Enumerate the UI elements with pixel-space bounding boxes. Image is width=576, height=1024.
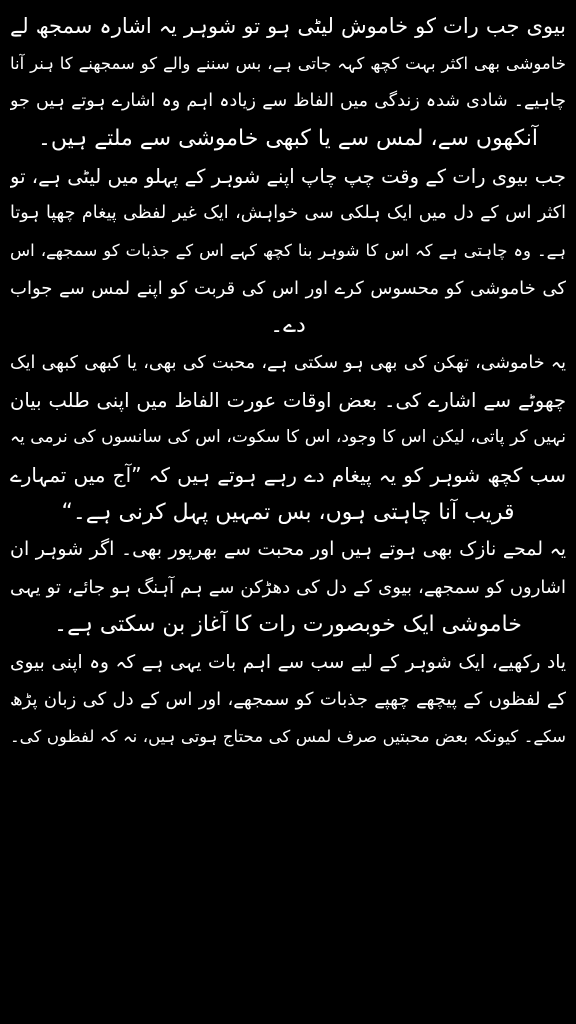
text-line: بیوی جب رات کو خاموش لیٹی ہو تو شوہر یہ اشارہ سمجھ لے — [10, 14, 566, 38]
text-line: یہ خاموشی، تھکن کی بھی ہو سکتی ہے، محبت کی بھی، یا کبھی کبھی ایک — [10, 352, 566, 373]
text-line: سکے۔ کیونکہ بعض محبتیں صرف لمس کی محتاج ہوتی ہیں، نہ کہ لفظوں کی۔ — [10, 727, 566, 747]
text-line: جب بیوی رات کے وقت چپ چاپ اپنے شوہر کے پہلو میں لیٹی ہے، تو — [10, 164, 566, 188]
text-line: نہیں کر پاتی، لیکن اس کا وجود، اس کا سکوت، اس کی سانسوں کی نرمی یہ — [10, 427, 566, 448]
text-line: چاہیے۔ شادی شدہ زندگی میں الفاظ سے زیادہ اہم وہ اشارے ہوتے ہیں جو — [10, 90, 566, 111]
text-line: کی خاموشی کو محسوس کرے اور اس کی قربت کو اپنے لمس سے جواب — [10, 277, 566, 299]
text-line: خاموشی بھی اکثر بہت کچھ کہہ جاتی ہے، بس سننے والے کو سمجھنے کا ہنر آنا — [10, 54, 566, 74]
paragraph-2 — [10, 158, 566, 345]
text-line: کے لفظوں کے پیچھے چھپے جذبات کو سمجھے، اور اس کے دل کی زبان پڑھ — [10, 689, 566, 711]
text-line: اشاروں کو سمجھے، بیوی کے دل کی دھڑکن سے ہم آہنگ ہو جائے، تو یہی — [10, 576, 566, 598]
text-line: قریب آنا چاہتی ہوں، بس تمہیں پہل کرنی ہے۔“ — [61, 500, 515, 526]
text-line: یاد رکھیے، ایک شوہر کے لیے سب سے اہم بات یہی ہے کہ وہ اپنی بیوی — [10, 651, 566, 673]
text-line: خاموشی ایک خوبصورت رات کا آغاز بن سکتی ہے۔ — [54, 612, 522, 638]
text-line: آنکھوں سے، لمس سے یا کبھی خاموشی سے ملتے ہیں۔ — [38, 126, 538, 152]
paragraph-3 — [10, 345, 566, 532]
text-line: چھوٹے سے اشارے کی۔ بعض اوقات عورت الفاظ میں اپنی طلب بیان — [10, 388, 566, 412]
text-line: یہ لمحے نازک بھی ہوتے ہیں اور محبت سے بھرپور بھی۔ اگر شوہر ان — [10, 538, 566, 561]
text-line: ہے۔ وہ چاہتی ہے کہ اس کا شوہر بنا کچھ کہے اس کے جذبات کو سمجھے، اس — [10, 241, 566, 261]
text-line: اکثر اس کے دل میں ایک ہلکی سی خواہش، ایک غیر لفظی پیغام چھپا ہوتا — [10, 202, 566, 223]
paragraph-4 — [10, 531, 566, 643]
paragraph-5 — [10, 644, 566, 756]
text-line: دے۔ — [270, 313, 306, 339]
paragraph-1 — [10, 8, 566, 158]
text-line: سب کچھ شوہر کو یہ پیغام دے رہے ہوتے ہیں کہ ”آج میں تمہارے — [10, 462, 566, 487]
